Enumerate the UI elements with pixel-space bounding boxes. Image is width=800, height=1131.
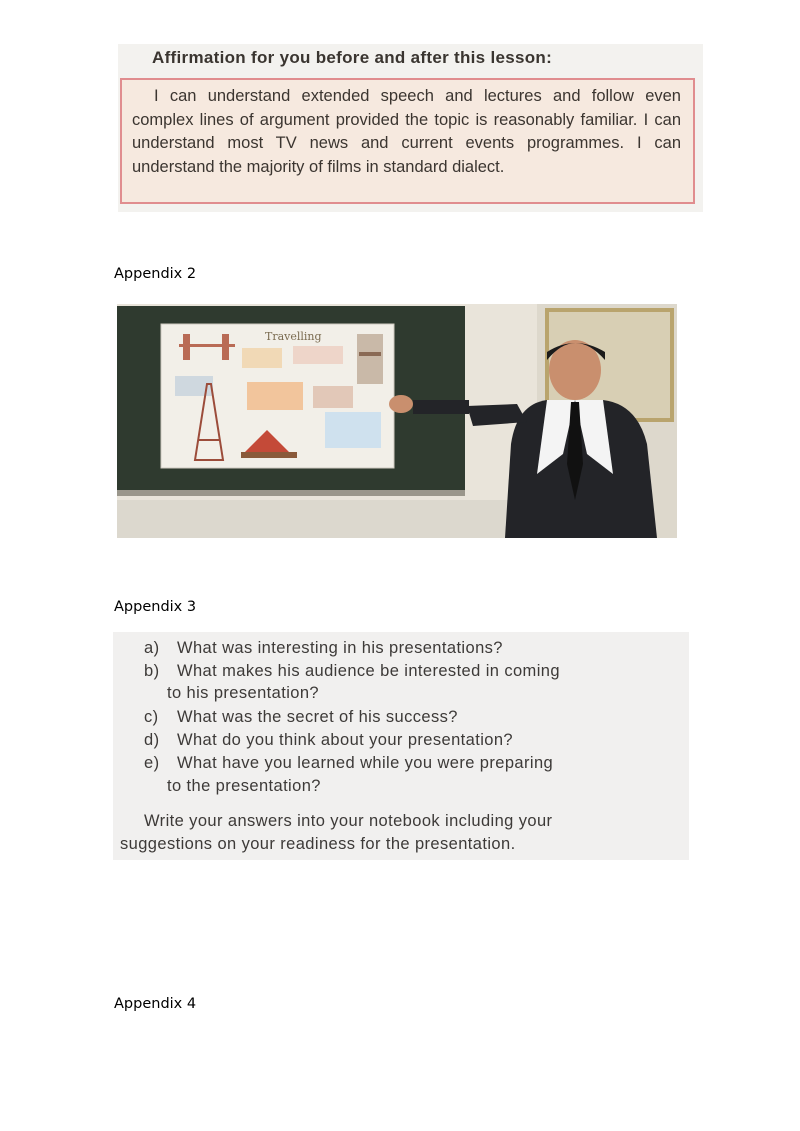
- question-marker-b: b): [144, 662, 160, 680]
- affirmation-text: I can understand extended speech and lectures and follow even complex lines of argument provided the topic is reasonably familiar. I can understand most TV news and current events programmes. I can understand the majority of films in standard dialect.: [132, 87, 681, 176]
- question-marker-e: e): [144, 754, 160, 772]
- question-b-line-2: to his presentation?: [167, 684, 320, 702]
- affirmation-box: [120, 78, 695, 204]
- appendix-4-label: Appendix 4: [114, 996, 197, 1012]
- instruction-line-1: Write your answers into your notebook including your: [144, 812, 553, 830]
- question-marker-d: d): [144, 731, 160, 749]
- question-e-line-1: What have you learned while you were preparing: [177, 754, 554, 772]
- presentation-photo: [117, 304, 677, 538]
- instruction-line-2: suggestions on your readiness for the presentation.: [120, 835, 516, 853]
- affirmation-scan: [118, 44, 703, 212]
- question-marker-c: c): [144, 708, 159, 726]
- question-a-line-1: What was interesting in his presentations?: [177, 639, 503, 657]
- question-marker-a: a): [144, 639, 160, 657]
- questions-scan: [113, 632, 689, 860]
- presentation-photo-illustration: [117, 304, 677, 538]
- appendix-3-label: Appendix 3: [114, 599, 197, 615]
- question-b-line-1: What makes his audience be interested in coming: [177, 662, 560, 680]
- question-c-line-1: What was the secret of his success?: [177, 708, 458, 726]
- appendix-2-label: Appendix 2: [114, 266, 197, 282]
- question-d-line-1: What do you think about your presentation?: [177, 731, 514, 749]
- poster-title: Travelling: [265, 330, 322, 343]
- affirmation-title: Affirmation for you before and after this lesson:: [152, 48, 553, 67]
- question-e-line-2: to the presentation?: [167, 777, 321, 795]
